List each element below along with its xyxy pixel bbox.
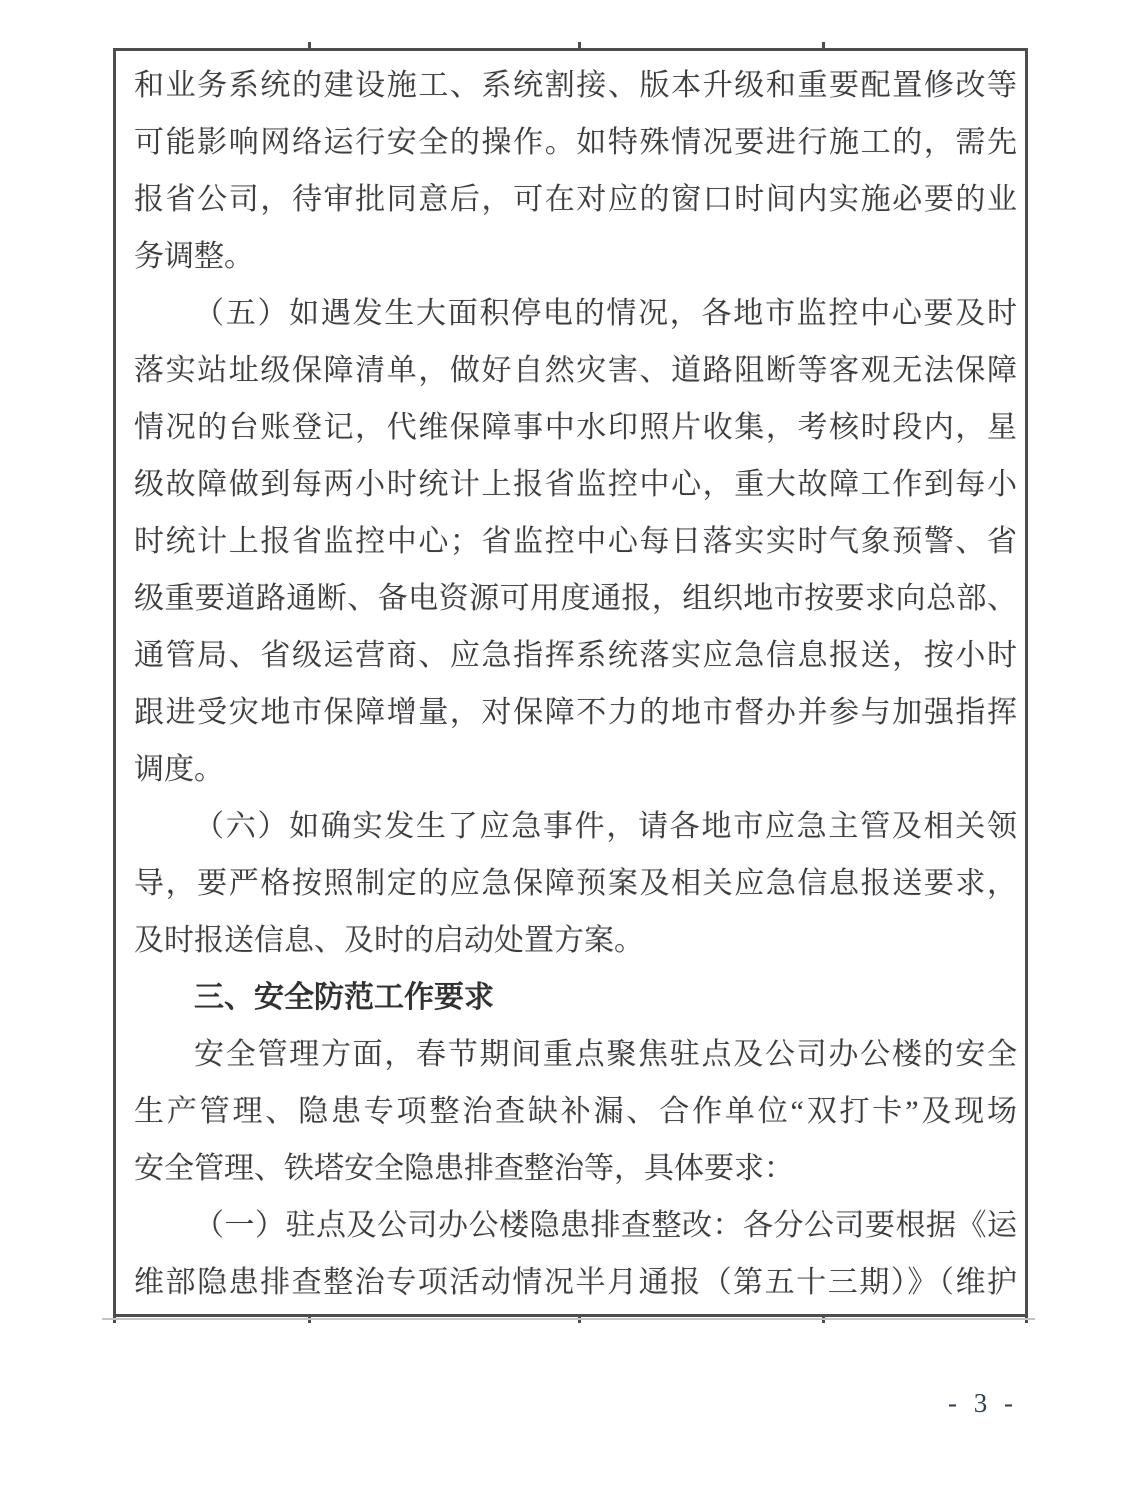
border-tick-icon [822, 42, 825, 50]
text-line: （六）如确实发生了应急事件，请各地市应急主管及相关领 [194, 810, 1017, 843]
document-lines [116, 51, 1025, 1311]
text-line: 情况的台账登记，代维保障事中水印照片收集，考核时段内，星 [134, 411, 1017, 444]
text-line: 级故障做到每两小时统计上报省监控中心，重大故障工作到每小 [134, 468, 1017, 501]
scan-shadow-line [102, 1318, 1035, 1320]
text-line: 安全管理、铁塔安全隐患排查整治等，具体要求： [134, 1152, 794, 1185]
text-line: 和业务系统的建设施工、系统割接、版本升级和重要配置修改等 [134, 69, 1017, 102]
text-line: 务调整。 [134, 240, 254, 273]
text-line: 及时报送信息、及时的启动处置方案。 [134, 924, 644, 957]
text-line: 维部隐患排查整治专项活动情况半月通报（第五十三期）》（维护 [134, 1266, 1017, 1299]
text-line: （五）如遇发生大面积停电的情况，各地市监控中心要及时 [194, 297, 1017, 330]
text-line: 报省公司，待审批同意后，可在对应的窗口时间内实施必要的业 [134, 183, 1017, 216]
text-line: 调度。 [134, 753, 224, 786]
border-tick-icon [578, 42, 581, 50]
document-text-box [113, 48, 1028, 1317]
text-line: 通管局、省级运营商、应急指挥系统落实应急信息报送，按小时 [134, 639, 1017, 672]
text-line: 可能影响网络运行安全的操作。如特殊情况要进行施工的，需先 [134, 126, 1017, 159]
text-line: 落实站址级保障清单，做好自然灾害、道路阻断等客观无法保障 [134, 354, 1017, 387]
text-line: 安全管理方面，春节期间重点聚焦驻点及公司办公楼的安全 [194, 1038, 1017, 1071]
text-line: 生产管理、隐患专项整治查缺补漏、合作单位“双打卡”及现场 [134, 1095, 1017, 1128]
border-tick-icon [308, 42, 311, 50]
text-line: （一）驻点及公司办公楼隐患排查整改：各分公司要根据《运 [194, 1209, 1017, 1242]
text-line: 级重要道路通断、备电资源可用度通报，组织地市按要求向总部、 [134, 582, 1017, 615]
text-line: 三、安全防范工作要求 [194, 981, 494, 1014]
text-line: 导，要严格按照制定的应急保障预案及相关应急信息报送要求， [134, 867, 1017, 900]
text-line: 时统计上报省监控中心；省监控中心每日落实实时气象预警、省 [134, 525, 1017, 558]
text-line: 跟进受灾地市保障增量，对保障不力的地市督办并参与加强指挥 [134, 696, 1017, 729]
page-number: - 3 - [948, 1388, 1018, 1418]
